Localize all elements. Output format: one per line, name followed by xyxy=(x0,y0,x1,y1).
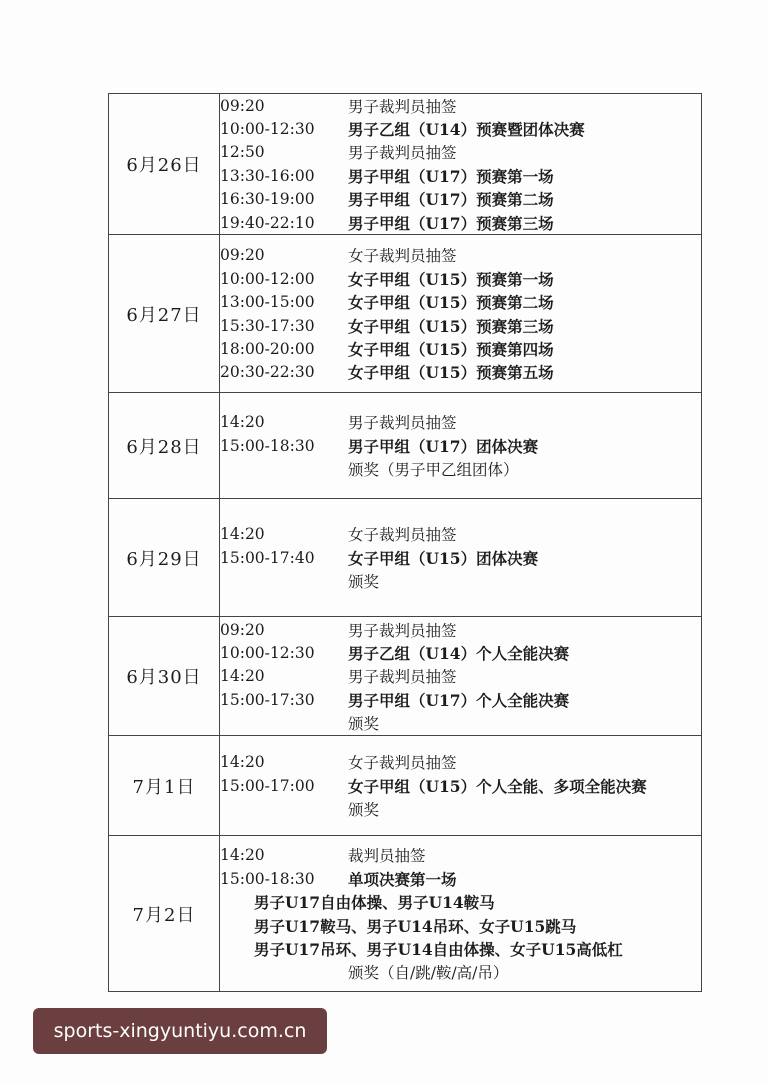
event-time: 16:30-19:00 xyxy=(220,190,315,209)
event-description: 女子裁判员抽签 xyxy=(348,526,457,545)
event-description: 男子裁判员抽签 xyxy=(348,97,457,116)
event-description: 男子甲组（U17）个人全能决赛 xyxy=(348,690,570,710)
schedule-row xyxy=(109,235,702,393)
event-time: 14:20 xyxy=(220,525,265,544)
event-time: 10:00-12:30 xyxy=(220,643,315,662)
event-line xyxy=(220,361,701,384)
event-time: 13:30-16:00 xyxy=(220,166,315,185)
event-description: 男子裁判员抽签 xyxy=(348,144,457,163)
event-line xyxy=(220,937,701,960)
event-time: 19:40-22:10 xyxy=(220,213,315,232)
event-description: 女子裁判员抽签 xyxy=(348,247,457,266)
event-time: 14:20 xyxy=(220,667,265,686)
event-line xyxy=(220,117,701,140)
event-description: 女子甲组（U15）预赛第一场 xyxy=(348,269,554,289)
event-line xyxy=(220,141,701,164)
event-description: 男子裁判员抽签 xyxy=(348,414,457,433)
date-cell: 6月26日 xyxy=(109,94,220,235)
events-cell xyxy=(220,617,702,736)
date-cell: 6月28日 xyxy=(109,393,220,499)
event-description: 女子甲组（U15）预赛第三场 xyxy=(348,316,554,336)
event-description: 男子U17鞍马、男子U14吊环、女子U15跳马 xyxy=(254,916,577,936)
schedule-row xyxy=(109,617,702,736)
event-line xyxy=(220,267,701,290)
event-time: 14:20 xyxy=(220,846,265,865)
event-line xyxy=(220,546,701,569)
event-line xyxy=(220,618,701,641)
event-description: 颁奖（自/跳/鞍/高/吊） xyxy=(348,964,509,983)
date-cell: 6月29日 xyxy=(109,499,220,617)
event-description: 男子乙组（U14）个人全能决赛 xyxy=(348,643,570,663)
schedule-row xyxy=(109,393,702,499)
event-time: 15:00-17:00 xyxy=(220,776,315,795)
event-line xyxy=(220,434,701,457)
event-description: 男子裁判员抽签 xyxy=(348,668,457,687)
event-description: 女子裁判员抽签 xyxy=(348,754,457,773)
event-description: 女子甲组（U15）团体决赛 xyxy=(348,548,539,568)
events-cell xyxy=(220,736,702,836)
event-line xyxy=(220,867,701,890)
event-line xyxy=(220,164,701,187)
event-description: 男子U17自由体操、男子U14鞍马 xyxy=(254,893,495,913)
event-description: 男子甲组（U17）预赛第一场 xyxy=(348,166,554,186)
events-cell xyxy=(220,94,702,235)
event-description: 女子甲组（U15）个人全能、多项全能决赛 xyxy=(348,776,647,796)
event-description: 男子乙组（U14）预赛暨团体决赛 xyxy=(348,120,585,140)
event-description: 女子甲组（U15）预赛第五场 xyxy=(348,363,554,383)
event-line xyxy=(220,641,701,664)
events-cell xyxy=(220,499,702,617)
event-time: 10:00-12:30 xyxy=(220,120,315,139)
event-line xyxy=(220,688,701,711)
date-cell: 6月30日 xyxy=(109,617,220,736)
schedule-row xyxy=(109,736,702,836)
event-description: 裁判员抽签 xyxy=(348,847,426,866)
watermark-badge: sports-xingyuntiyu.com.cn xyxy=(33,1008,327,1054)
schedule-row xyxy=(109,836,702,992)
event-time: 09:20 xyxy=(220,620,265,639)
event-line xyxy=(220,290,701,313)
event-description: 颁奖 xyxy=(348,573,380,592)
event-time: 20:30-22:30 xyxy=(220,363,315,382)
event-line xyxy=(220,914,701,937)
event-line xyxy=(220,244,701,267)
event-line xyxy=(220,751,701,774)
event-line xyxy=(220,458,701,481)
date-cell: 7月1日 xyxy=(109,736,220,836)
event-line xyxy=(220,314,701,337)
event-description: 男子U17吊环、男子U14自由体操、女子U15高低杠 xyxy=(254,939,623,959)
event-line xyxy=(220,961,701,984)
event-line xyxy=(220,188,701,211)
event-line xyxy=(220,774,701,797)
event-time: 14:20 xyxy=(220,413,265,432)
events-cell xyxy=(220,235,702,393)
event-line xyxy=(220,890,701,913)
event-description: 女子甲组（U15）预赛第二场 xyxy=(348,293,554,313)
event-line xyxy=(220,337,701,360)
event-time: 09:20 xyxy=(220,246,265,265)
event-time: 18:00-20:00 xyxy=(220,339,315,358)
event-description: 颁奖 xyxy=(348,715,380,734)
event-time: 14:20 xyxy=(220,753,265,772)
event-time: 13:00-15:00 xyxy=(220,293,315,312)
event-line xyxy=(220,798,701,821)
event-description: 颁奖（男子甲乙组团体） xyxy=(348,461,519,480)
event-line xyxy=(220,570,701,593)
event-description: 男子甲组（U17）预赛第二场 xyxy=(348,190,554,210)
event-description: 颁奖 xyxy=(348,801,380,820)
date-cell: 6月27日 xyxy=(109,235,220,393)
event-line xyxy=(220,411,701,434)
event-time: 15:00-18:30 xyxy=(220,869,315,888)
event-time: 09:20 xyxy=(220,96,265,115)
events-cell xyxy=(220,393,702,499)
event-time: 12:50 xyxy=(220,143,265,162)
event-line xyxy=(220,523,701,546)
event-time: 10:00-12:00 xyxy=(220,269,315,288)
schedule-row xyxy=(109,499,702,617)
event-description: 男子甲组（U17）预赛第三场 xyxy=(348,213,554,233)
event-time: 15:00-17:40 xyxy=(220,548,315,567)
schedule-row xyxy=(109,94,702,235)
event-description: 男子甲组（U17）团体决赛 xyxy=(348,436,539,456)
event-line xyxy=(220,665,701,688)
event-line xyxy=(220,211,701,234)
event-line xyxy=(220,844,701,867)
event-line xyxy=(220,711,701,734)
event-description: 男子裁判员抽签 xyxy=(348,621,457,640)
event-line xyxy=(220,94,701,117)
event-time: 15:00-18:30 xyxy=(220,436,315,455)
date-cell: 7月2日 xyxy=(109,836,220,992)
schedule-table xyxy=(108,93,702,992)
event-time: 15:30-17:30 xyxy=(220,316,315,335)
event-description: 女子甲组（U15）预赛第四场 xyxy=(348,339,554,359)
event-description: 单项决赛第一场 xyxy=(348,869,457,889)
event-time: 15:00-17:30 xyxy=(220,690,315,709)
events-cell xyxy=(220,836,702,992)
